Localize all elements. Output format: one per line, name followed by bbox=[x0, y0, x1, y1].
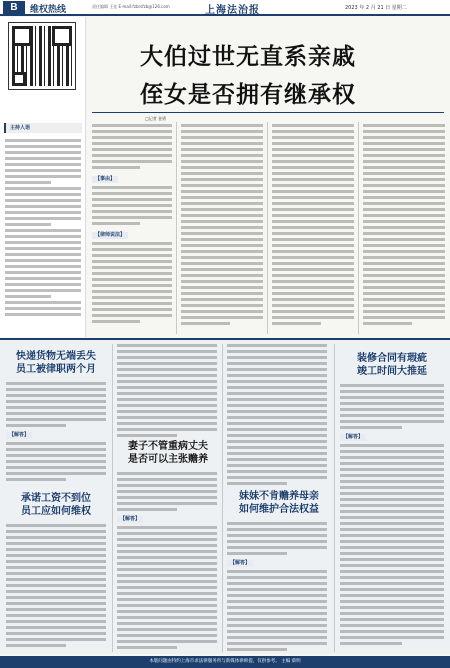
event-tag: 【事由】 bbox=[92, 176, 118, 183]
article-right-title bbox=[338, 352, 446, 378]
byline: □记者 金勇 bbox=[145, 116, 167, 121]
host-note-heading: 主持人语 bbox=[4, 123, 82, 133]
article-right-body bbox=[340, 384, 444, 432]
page-header bbox=[0, 0, 450, 16]
editor-meta: 责任编辑 王佳 E-mail:fzbrsfzb@126.com bbox=[92, 4, 170, 9]
article-right-answer bbox=[340, 444, 444, 648]
article-left-body bbox=[6, 382, 106, 430]
article-right-mid-title bbox=[226, 490, 332, 516]
article-left-answer bbox=[6, 442, 106, 484]
article-center-body-top bbox=[117, 344, 217, 440]
article-left-sub-body bbox=[6, 524, 106, 650]
article-center-answer-tag: 【解答】 bbox=[117, 516, 143, 523]
article-center-title-line2: 是否可以主张赡养 bbox=[128, 454, 208, 465]
article-left-title-line1: 快递货物无端丢失 bbox=[16, 351, 96, 362]
article-right-mid-answer-tag: 【解答】 bbox=[227, 560, 253, 567]
article-right-mid-answer bbox=[227, 570, 327, 654]
page-footer: 本版问题由特约上海市求法律服务所与新媒体律师提，仅供参考。 主编 蔡明 bbox=[0, 656, 450, 668]
main-headline-line1: 大伯过世无直系亲戚 bbox=[140, 44, 356, 70]
article-right-answer-tag: 【解答】 bbox=[340, 434, 366, 441]
article-right-mid-body-top bbox=[227, 344, 327, 488]
article-center-answer bbox=[117, 526, 217, 652]
article-right-mid-title-line1: 妹妹不肯赡养母亲 bbox=[239, 491, 319, 502]
main-headline-line2: 侄女是否拥有继承权 bbox=[140, 82, 356, 108]
column-divider bbox=[176, 122, 177, 334]
main-story-column-3 bbox=[272, 124, 354, 328]
article-left-title-line2: 员工被律职两个月 bbox=[16, 364, 96, 375]
article-right-mid-body bbox=[227, 522, 327, 558]
article-left-answer-tag: 【解答】 bbox=[6, 432, 32, 439]
article-left-title bbox=[4, 350, 108, 376]
qr-code-icon[interactable] bbox=[9, 23, 75, 89]
lawyer-analysis-tag: 【律师说法】 bbox=[92, 232, 128, 239]
article-right-title-line2: 竣工时间大推延 bbox=[357, 366, 427, 377]
article-center-body bbox=[117, 472, 217, 514]
section-rule bbox=[0, 338, 450, 340]
article-right-title-line1: 装修合同有瑕疵 bbox=[357, 353, 427, 364]
column-divider bbox=[267, 122, 268, 334]
column-divider bbox=[358, 122, 359, 334]
article-center-title-line1: 妻子不管重病丈夫 bbox=[128, 441, 208, 452]
main-story-column-1c bbox=[92, 242, 172, 326]
article-left-sub-title-line2: 员工应如何维权 bbox=[21, 506, 91, 517]
host-note-text bbox=[5, 139, 81, 319]
page-number: B bbox=[3, 1, 25, 14]
article-center-title bbox=[116, 440, 220, 466]
newspaper-masthead: 上海法治报 bbox=[205, 5, 260, 16]
main-story-column-1b bbox=[92, 186, 172, 228]
main-story-column-2 bbox=[181, 124, 263, 328]
issue-date: 2023 年 2 月 21 日 星期二 bbox=[345, 5, 407, 11]
main-story-column-1 bbox=[92, 124, 172, 172]
article-right-mid-title-line2: 如何维护合法权益 bbox=[239, 504, 319, 515]
section-name: 维权热线 bbox=[30, 5, 67, 15]
article-left-sub-title bbox=[4, 492, 108, 518]
headline-rule bbox=[92, 112, 444, 113]
left-sidebar bbox=[0, 17, 86, 337]
column-divider bbox=[112, 344, 113, 652]
article-left-sub-title-line1: 承诺工资不到位 bbox=[21, 493, 91, 504]
column-divider bbox=[334, 344, 335, 652]
main-story-column-4 bbox=[363, 124, 445, 328]
column-divider bbox=[222, 344, 223, 652]
